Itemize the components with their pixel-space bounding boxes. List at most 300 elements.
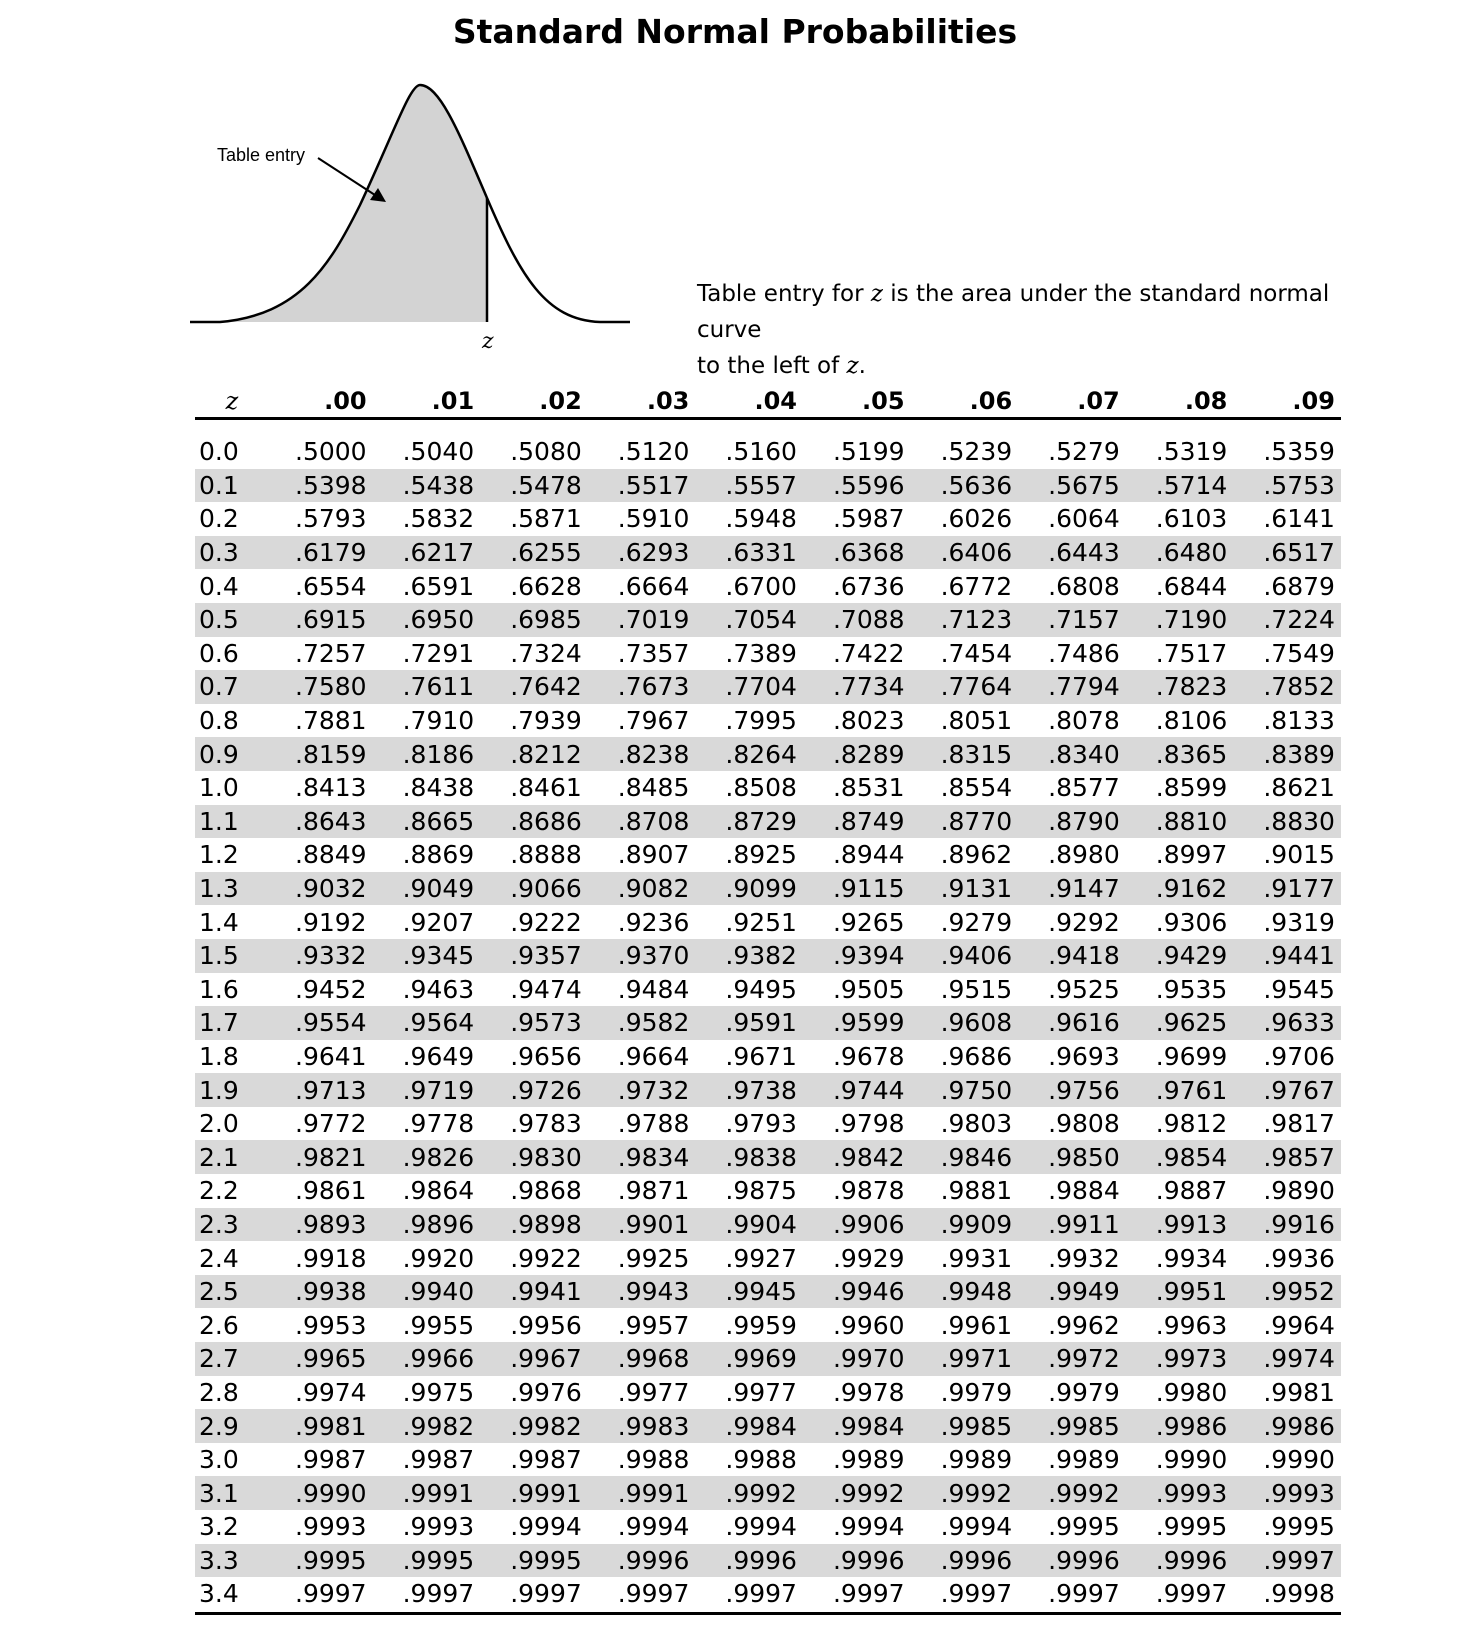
table-cell: .9846 — [940, 1142, 1013, 1172]
table-cell: .5948 — [725, 504, 797, 534]
table-row — [195, 1342, 1341, 1376]
table-cell: .9989 — [832, 1445, 905, 1475]
table-cell: .9854 — [1155, 1142, 1228, 1172]
z-value: 1.8 — [199, 1041, 239, 1071]
z-value: 0.4 — [199, 571, 239, 601]
table-cell: .9970 — [832, 1344, 905, 1374]
table-row — [195, 469, 1341, 503]
table-cell: .9992 — [1048, 1478, 1120, 1508]
table-cell: .9991 — [510, 1478, 582, 1508]
table-cell: .9850 — [1048, 1142, 1120, 1172]
page-title: Standard Normal Probabilities — [452, 12, 1018, 51]
table-cell: .9955 — [402, 1310, 475, 1340]
table-cell: .9979 — [940, 1377, 1013, 1407]
table-cell: .8849 — [295, 840, 367, 870]
table-cell: .9871 — [617, 1176, 690, 1206]
table-row — [195, 1174, 1341, 1208]
table-cell: .9922 — [510, 1243, 582, 1273]
table-cell: .9995 — [295, 1545, 367, 1575]
table-cell: .9693 — [1048, 1041, 1120, 1071]
table-cell: .9761 — [1155, 1075, 1228, 1105]
table-cell: .7764 — [940, 672, 1013, 702]
table-row — [195, 502, 1341, 536]
z-value: 0.3 — [199, 538, 239, 568]
table-cell: .5438 — [402, 470, 475, 500]
table-cell: .7967 — [617, 706, 690, 736]
table-cell: .9977 — [725, 1377, 797, 1407]
table-row — [195, 1040, 1341, 1074]
table-cell: .9495 — [725, 974, 797, 1004]
table-cell: .9964 — [1263, 1310, 1335, 1340]
table-cell: .9554 — [295, 1008, 367, 1038]
table-cell: .6700 — [725, 571, 797, 601]
z-value: 1.5 — [199, 941, 239, 971]
table-cell: .7357 — [617, 638, 690, 668]
table-cell: .9842 — [832, 1142, 905, 1172]
table-cell: .9868 — [510, 1176, 582, 1206]
table-cell: .9997 — [402, 1579, 475, 1609]
table-cell: .7734 — [832, 672, 905, 702]
table-cell: .9960 — [832, 1310, 905, 1340]
table-cell: .8869 — [402, 840, 475, 870]
table-cell: .8577 — [1048, 773, 1120, 803]
normal-curve-figure — [190, 75, 630, 365]
table-cell: .9082 — [617, 874, 690, 904]
z-value: 1.1 — [199, 806, 239, 836]
table-row — [195, 1476, 1341, 1510]
table-cell: .8980 — [1048, 840, 1120, 870]
table-cell: .8686 — [510, 806, 582, 836]
shaded-area — [220, 85, 487, 322]
z-column-header: z — [225, 387, 239, 415]
table-cell: .9988 — [725, 1445, 797, 1475]
table-cell: .8790 — [1048, 806, 1120, 836]
table-cell: .8264 — [725, 739, 797, 769]
table-row — [195, 1577, 1341, 1611]
z-value: 1.9 — [199, 1075, 239, 1105]
table-cell: .9192 — [295, 907, 367, 937]
table-cell: .9980 — [1155, 1377, 1228, 1407]
table-cell: .7123 — [940, 605, 1013, 635]
table-cell: .9975 — [402, 1377, 475, 1407]
table-cell: .9994 — [617, 1512, 690, 1542]
column-header: .01 — [431, 387, 475, 415]
column-header: .04 — [754, 387, 797, 415]
table-cell: .9699 — [1155, 1041, 1228, 1071]
table-cell: .9236 — [617, 907, 690, 937]
table-cell: .9332 — [295, 941, 367, 971]
table-cell: .5199 — [832, 437, 905, 467]
table-cell: .7611 — [402, 672, 475, 702]
table-cell: .8413 — [295, 773, 367, 803]
table-cell: .9898 — [510, 1209, 582, 1239]
table-cell: .9995 — [1155, 1512, 1228, 1542]
table-row — [195, 1208, 1341, 1242]
table-cell: .9875 — [725, 1176, 797, 1206]
table-cell: .6628 — [510, 571, 582, 601]
table-cell: .9920 — [402, 1243, 475, 1273]
table-row — [195, 872, 1341, 906]
table-cell: .9162 — [1155, 874, 1228, 904]
table-row — [195, 1510, 1341, 1544]
table-cell: .7910 — [402, 706, 475, 736]
table-cell: .8643 — [295, 806, 367, 836]
table-cell: .8925 — [725, 840, 797, 870]
table-cell: .9997 — [617, 1579, 690, 1609]
table-cell: .9147 — [1048, 874, 1120, 904]
table-cell: .8599 — [1155, 773, 1228, 803]
table-cell: .5239 — [940, 437, 1013, 467]
table-cell: .9429 — [1155, 941, 1228, 971]
table-cell: .9573 — [510, 1008, 582, 1038]
table-cell: .6368 — [832, 538, 905, 568]
table-cell: .9991 — [617, 1478, 690, 1508]
table-cell: .9441 — [1263, 941, 1335, 971]
table-cell: .8365 — [1155, 739, 1228, 769]
table-cell: .6517 — [1263, 538, 1335, 568]
table-cell: .9936 — [1263, 1243, 1335, 1273]
table-cell: .9966 — [402, 1344, 475, 1374]
table-row — [195, 737, 1341, 771]
table-cell: .8749 — [832, 806, 905, 836]
table-cell: .8389 — [1263, 739, 1335, 769]
z-value: 2.8 — [199, 1377, 239, 1407]
table-cell: .9974 — [295, 1377, 367, 1407]
table-cell: .9881 — [940, 1176, 1013, 1206]
table-cell: .8438 — [402, 773, 475, 803]
table-cell: .7486 — [1048, 638, 1120, 668]
table-cell: .6443 — [1048, 538, 1120, 568]
table-cell: .9834 — [617, 1142, 690, 1172]
table-cell: .5398 — [295, 470, 367, 500]
column-header: .02 — [539, 387, 582, 415]
z-axis-label: z — [482, 329, 494, 354]
table-cell: .9713 — [295, 1075, 367, 1105]
table-row — [195, 569, 1341, 603]
table-cell: .9345 — [402, 941, 475, 971]
table-cell: .9049 — [402, 874, 475, 904]
table-cell: .9941 — [510, 1277, 582, 1307]
table-cell: .9896 — [402, 1209, 475, 1239]
table-cell: .9990 — [295, 1478, 367, 1508]
table-cell: .9993 — [1263, 1478, 1335, 1508]
table-cell: .9976 — [510, 1377, 582, 1407]
table-cell: .9965 — [295, 1344, 367, 1374]
z-value: 2.3 — [199, 1209, 239, 1239]
table-cell: .8554 — [940, 773, 1013, 803]
table-cell: .9996 — [940, 1545, 1013, 1575]
table-bottom-rule — [195, 1612, 1341, 1615]
table-cell: .9982 — [402, 1411, 475, 1441]
z-value: 0.9 — [199, 739, 239, 769]
column-header: .07 — [1077, 387, 1120, 415]
table-cell: .7054 — [725, 605, 797, 635]
table-cell: .8289 — [832, 739, 905, 769]
table-row — [195, 771, 1341, 805]
table-cell: .6293 — [617, 538, 690, 568]
table-cell: .9984 — [832, 1411, 905, 1441]
table-cell: .7549 — [1263, 638, 1335, 668]
table-cell: .9962 — [1048, 1310, 1120, 1340]
table-row — [195, 1073, 1341, 1107]
table-cell: .9641 — [295, 1041, 367, 1071]
table-row — [195, 704, 1341, 738]
z-value: 0.0 — [199, 437, 239, 467]
table-cell: .9994 — [725, 1512, 797, 1542]
table-cell: .9971 — [940, 1344, 1013, 1374]
table-caption: Table entry for z is the area under the standard normal curve to the left of z. — [697, 281, 1330, 379]
table-cell: .9686 — [940, 1041, 1013, 1071]
table-cell: .9484 — [617, 974, 690, 1004]
table-cell: .8461 — [510, 773, 582, 803]
z-value: 0.8 — [199, 706, 239, 736]
table-cell: .7673 — [617, 672, 690, 702]
table-cell: .8665 — [402, 806, 475, 836]
table-cell: .9987 — [402, 1445, 475, 1475]
column-header: .08 — [1184, 387, 1228, 415]
table-cell: .5000 — [295, 437, 367, 467]
table-cell: .9974 — [1263, 1344, 1335, 1374]
table-cell: .9998 — [1263, 1579, 1335, 1609]
table-cell: .9394 — [832, 941, 905, 971]
table-cell: .9625 — [1155, 1008, 1228, 1038]
table-cell: .9932 — [1048, 1243, 1120, 1273]
table-row — [195, 1409, 1341, 1443]
table-cell: .9934 — [1155, 1243, 1228, 1273]
column-header: .05 — [862, 387, 905, 415]
table-cell: .8830 — [1263, 806, 1335, 836]
table-cell: .9032 — [295, 874, 367, 904]
table-row — [195, 1241, 1341, 1275]
table-cell: .8944 — [832, 840, 905, 870]
table-cell: .6406 — [940, 538, 1013, 568]
table-cell: .9788 — [617, 1109, 690, 1139]
table-cell: .5987 — [832, 504, 905, 534]
table-row — [195, 905, 1341, 939]
table-cell: .9916 — [1263, 1209, 1335, 1239]
table-cell: .9878 — [832, 1176, 905, 1206]
z-value: 3.2 — [199, 1512, 239, 1542]
z-value: 2.7 — [199, 1344, 239, 1374]
table-cell: .6736 — [832, 571, 905, 601]
z-value: 2.2 — [199, 1176, 239, 1206]
table-cell: .5040 — [402, 437, 475, 467]
table-cell: .9406 — [940, 941, 1013, 971]
table-cell: .9783 — [510, 1109, 582, 1139]
z-value: 1.2 — [199, 840, 239, 870]
table-cell: .5596 — [832, 470, 905, 500]
table-cell: .8106 — [1155, 706, 1228, 736]
table-cell: .5160 — [725, 437, 797, 467]
table-cell: .8023 — [832, 706, 905, 736]
table-cell: .9940 — [402, 1277, 475, 1307]
table-cell: .7881 — [295, 706, 367, 736]
z-value: 0.1 — [199, 470, 239, 500]
table-cell: .5557 — [725, 470, 797, 500]
table-cell: .9997 — [295, 1579, 367, 1609]
table-cell: .9990 — [1263, 1445, 1335, 1475]
z-value: 3.0 — [199, 1445, 239, 1475]
table-row — [195, 1140, 1341, 1174]
table-cell: .9207 — [402, 907, 475, 937]
table-cell: .9633 — [1263, 1008, 1335, 1038]
table-cell: .9991 — [402, 1478, 475, 1508]
table-cell: .9115 — [832, 874, 905, 904]
table-cell: .9382 — [725, 941, 797, 971]
z-value: 0.5 — [199, 605, 239, 635]
table-cell: .5793 — [295, 504, 367, 534]
table-cell: .6179 — [295, 538, 367, 568]
table-cell: .7642 — [510, 672, 582, 702]
table-cell: .9951 — [1155, 1277, 1228, 1307]
table-cell: .6064 — [1048, 504, 1120, 534]
table-cell: .5871 — [510, 504, 582, 534]
table-cell: .6950 — [402, 605, 475, 635]
table-cell: .6591 — [402, 571, 475, 601]
table-cell: .9808 — [1048, 1109, 1120, 1139]
table-cell: .9664 — [617, 1041, 690, 1071]
table-cell: .8159 — [295, 739, 367, 769]
table-cell: .6664 — [617, 571, 690, 601]
table-cell: .9984 — [725, 1411, 797, 1441]
table-cell: .9812 — [1155, 1109, 1228, 1139]
table-row — [195, 1006, 1341, 1040]
probability-table — [195, 380, 1341, 1611]
table-cell: .8508 — [725, 773, 797, 803]
table-cell: .9901 — [617, 1209, 690, 1239]
table-cell: .9535 — [1155, 974, 1228, 1004]
table-cell: .9992 — [725, 1478, 797, 1508]
table-cell: .9918 — [295, 1243, 367, 1273]
table-cell: .9992 — [832, 1478, 905, 1508]
table-cell: .9778 — [402, 1109, 475, 1139]
table-cell: .8729 — [725, 806, 797, 836]
table-cell: .9474 — [510, 974, 582, 1004]
table-cell: .9993 — [402, 1512, 475, 1542]
table-cell: .7088 — [832, 605, 905, 635]
table-cell: .5753 — [1263, 470, 1335, 500]
table-cell: .9861 — [295, 1176, 367, 1206]
table-cell: .9994 — [940, 1512, 1013, 1542]
table-cell: .7995 — [725, 706, 797, 736]
table-cell: .9949 — [1048, 1277, 1120, 1307]
table-cell: .9505 — [832, 974, 905, 1004]
table-row — [195, 973, 1341, 1007]
table-cell: .5319 — [1155, 437, 1228, 467]
table-row — [195, 536, 1341, 570]
table-cell: .9798 — [832, 1109, 905, 1139]
table-cell: .9995 — [402, 1545, 475, 1575]
table-cell: .9838 — [725, 1142, 797, 1172]
table-cell: .9997 — [510, 1579, 582, 1609]
table-cell: .9943 — [617, 1277, 690, 1307]
table-cell: .9993 — [1155, 1478, 1228, 1508]
table-cell: .9015 — [1263, 840, 1335, 870]
table-row — [195, 939, 1341, 973]
table-cell: .9995 — [1048, 1512, 1120, 1542]
table-cell: .5080 — [510, 437, 582, 467]
table-cell: .9911 — [1048, 1209, 1120, 1239]
table-cell: .8708 — [617, 806, 690, 836]
table-cell: .7939 — [510, 706, 582, 736]
table-cell: .9599 — [832, 1008, 905, 1038]
table-cell: .9957 — [617, 1310, 690, 1340]
table-entry-label: Table entry — [217, 145, 306, 165]
table-cell: .7190 — [1155, 605, 1228, 635]
z-value: 0.7 — [199, 672, 239, 702]
table-cell: .9995 — [1263, 1512, 1335, 1542]
table-cell: .9994 — [832, 1512, 905, 1542]
table-cell: .9887 — [1155, 1176, 1228, 1206]
table-cell: .9545 — [1263, 974, 1335, 1004]
table-cell: .5120 — [617, 437, 690, 467]
table-cell: .7291 — [402, 638, 475, 668]
table-cell: .7823 — [1155, 672, 1228, 702]
table-cell: .8997 — [1155, 840, 1228, 870]
table-cell: .9066 — [510, 874, 582, 904]
table-cell: .9981 — [1263, 1377, 1335, 1407]
table-cell: .8907 — [617, 840, 690, 870]
table-cell: .5714 — [1155, 470, 1228, 500]
table-cell: .9997 — [1155, 1579, 1228, 1609]
table-cell: .9977 — [617, 1377, 690, 1407]
table-cell: .9463 — [402, 974, 475, 1004]
table-cell: .8621 — [1263, 773, 1335, 803]
table-cell: .9967 — [510, 1344, 582, 1374]
table-cell: .9996 — [1155, 1545, 1228, 1575]
table-cell: .9608 — [940, 1008, 1013, 1038]
table-cell: .9744 — [832, 1075, 905, 1105]
table-cell: .8340 — [1048, 739, 1120, 769]
table-row — [195, 1107, 1341, 1141]
table-cell: .9972 — [1048, 1344, 1120, 1374]
table-cell: .9826 — [402, 1142, 475, 1172]
table-cell: .9956 — [510, 1310, 582, 1340]
table-cell: .8133 — [1263, 706, 1335, 736]
z-value: 1.0 — [199, 773, 239, 803]
table-cell: .8238 — [617, 739, 690, 769]
table-cell: .9989 — [1048, 1445, 1120, 1475]
table-cell: .8078 — [1048, 706, 1120, 736]
table-cell: .9292 — [1048, 907, 1120, 937]
column-header: .00 — [324, 387, 367, 415]
table-cell: .5675 — [1048, 470, 1120, 500]
table-cell: .5279 — [1048, 437, 1120, 467]
table-cell: .9767 — [1263, 1075, 1335, 1105]
table-cell: .9985 — [1048, 1411, 1120, 1441]
table-cell: .7454 — [940, 638, 1013, 668]
table-cell: .6103 — [1155, 504, 1228, 534]
table-cell: .8212 — [510, 739, 582, 769]
table-cell: .8888 — [510, 840, 582, 870]
table-cell: .9983 — [617, 1411, 690, 1441]
z-value: 2.6 — [199, 1310, 239, 1340]
table-cell: .9893 — [295, 1209, 367, 1239]
table-cell: .7704 — [725, 672, 797, 702]
table-cell: .5359 — [1263, 437, 1335, 467]
table-cell: .6844 — [1155, 571, 1228, 601]
z-value: 2.0 — [199, 1109, 239, 1139]
table-cell: .8962 — [940, 840, 1013, 870]
table-row — [195, 1376, 1341, 1410]
table-cell: .9959 — [725, 1310, 797, 1340]
z-value: 1.7 — [199, 1008, 239, 1038]
table-cell: .6331 — [725, 538, 797, 568]
table-cell: .9756 — [1048, 1075, 1120, 1105]
table-cell: .9370 — [617, 941, 690, 971]
table-cell: .8770 — [940, 806, 1013, 836]
table-cell: .9961 — [940, 1310, 1013, 1340]
